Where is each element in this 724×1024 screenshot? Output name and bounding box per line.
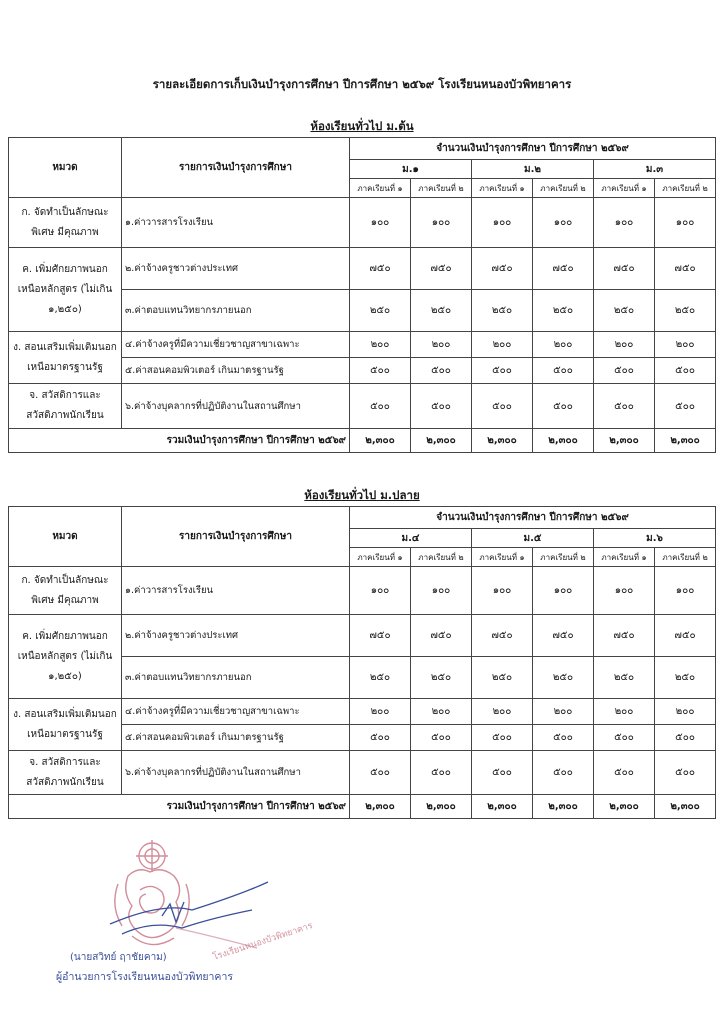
header-amount: จำนวนเงินบำรุงการศึกษา ปีการศึกษา ๒๕๖๙ — [350, 138, 716, 160]
amount-cell: ๑๐๐ — [594, 198, 655, 248]
item-cell: ๖.ค่าจ้างบุคลากรที่ปฏิบัติงานในสถานศึกษา — [122, 384, 350, 429]
amount-cell: ๒๕๐ — [533, 290, 594, 332]
amount-cell: ๒๕๐ — [594, 290, 655, 332]
header-item: รายการเงินบำรุงการศึกษา — [122, 138, 350, 198]
item-cell: ๑.ค่าวารสารโรงเรียน — [122, 198, 350, 248]
category-cell: จ. สวัสดิการและสวัสดิภาพนักเรียน — [9, 384, 122, 429]
item-cell: ๓.ค่าตอบแทนวิทยากรภายนอก — [122, 657, 350, 699]
amount-cell: ๒๐๐ — [411, 332, 472, 358]
amount-cell: ๒๐๐ — [594, 332, 655, 358]
amount-cell: ๒๐๐ — [350, 332, 411, 358]
header-term: ภาคเรียนที่ ๒ — [655, 179, 716, 198]
section-title-lower-secondary: ห้องเรียนทั่วไป ม.ต้น — [310, 119, 414, 133]
amount-cell: ๗๕๐ — [472, 615, 533, 657]
amount-cell: ๗๕๐ — [472, 248, 533, 290]
header-grade: ม.๔ — [350, 529, 472, 548]
amount-cell: ๒๕๐ — [655, 657, 716, 699]
category-cell: ค. เพิ่มศักยภาพนอกเหนือหลักสูตร (ไม่เกิน ๑,๒๕๐) — [9, 615, 122, 699]
amount-cell: ๗๕๐ — [350, 615, 411, 657]
amount-cell: ๑๐๐ — [411, 198, 472, 248]
amount-cell: ๗๕๐ — [594, 615, 655, 657]
total-cell: ๒,๓๐๐ — [350, 795, 411, 819]
amount-cell: ๕๐๐ — [655, 751, 716, 795]
category-cell: ง. สอนเสริมเพิ่มเติมนอกเหนือมาตรฐานรัฐ — [9, 332, 122, 384]
amount-cell: ๑๐๐ — [533, 198, 594, 248]
amount-cell: ๒๐๐ — [533, 699, 594, 725]
item-cell: ๖.ค่าจ้างบุคลากรที่ปฏิบัติงานในสถานศึกษา — [122, 751, 350, 795]
item-cell: ๒.ค่าจ้างครูชาวต่างประเทศ — [122, 248, 350, 290]
amount-cell: ๒๕๐ — [533, 657, 594, 699]
amount-cell: ๕๐๐ — [350, 751, 411, 795]
item-cell: ๓.ค่าตอบแทนวิทยากรภายนอก — [122, 290, 350, 332]
header-term: ภาคเรียนที่ ๑ — [350, 548, 411, 567]
amount-cell: ๑๐๐ — [594, 567, 655, 615]
amount-cell: ๗๕๐ — [533, 615, 594, 657]
total-row — [9, 795, 716, 819]
amount-cell: ๒๕๐ — [411, 290, 472, 332]
total-cell: ๒,๓๐๐ — [533, 429, 594, 453]
amount-cell: ๒๐๐ — [655, 332, 716, 358]
amount-cell: ๕๐๐ — [411, 384, 472, 429]
amount-cell: ๒๕๐ — [594, 657, 655, 699]
total-cell: ๒,๓๐๐ — [472, 429, 533, 453]
total-cell: ๒,๓๐๐ — [594, 795, 655, 819]
amount-cell: ๒๐๐ — [411, 699, 472, 725]
amount-cell: ๕๐๐ — [350, 725, 411, 751]
amount-cell: ๒๐๐ — [594, 699, 655, 725]
amount-cell: ๗๕๐ — [655, 615, 716, 657]
header-grade: ม.๕ — [472, 529, 594, 548]
total-label: รวมเงินบำรุงการศึกษา ปีการศึกษา ๒๕๖๙ — [9, 795, 350, 819]
header-term: ภาคเรียนที่ ๒ — [411, 548, 472, 567]
amount-cell: ๗๕๐ — [350, 248, 411, 290]
item-cell: ๔.ค่าจ้างครูที่มีความเชี่ยวชาญสาขาเฉพาะ — [122, 699, 350, 725]
amount-cell: ๗๕๐ — [411, 615, 472, 657]
header-term: ภาคเรียนที่ ๑ — [350, 179, 411, 198]
amount-cell: ๑๐๐ — [472, 198, 533, 248]
total-cell: ๒,๓๐๐ — [472, 795, 533, 819]
amount-cell: ๒๕๐ — [350, 290, 411, 332]
total-cell: ๒,๓๐๐ — [655, 795, 716, 819]
amount-cell: ๑๐๐ — [411, 567, 472, 615]
amount-cell: ๗๕๐ — [411, 248, 472, 290]
amount-cell: ๑๐๐ — [655, 198, 716, 248]
amount-cell: ๕๐๐ — [472, 384, 533, 429]
fee-table-upper-secondary — [8, 506, 716, 819]
amount-cell: ๕๐๐ — [533, 358, 594, 384]
amount-cell: ๗๕๐ — [533, 248, 594, 290]
total-cell: ๒,๓๐๐ — [411, 429, 472, 453]
amount-cell: ๑๐๐ — [533, 567, 594, 615]
item-cell: ๔.ค่าจ้างครูที่มีความเชี่ยวชาญสาขาเฉพาะ — [122, 332, 350, 358]
total-cell: ๒,๓๐๐ — [533, 795, 594, 819]
section-title-upper-secondary: ห้องเรียนทั่วไป ม.ปลาย — [304, 488, 420, 502]
header-item: รายการเงินบำรุงการศึกษา — [122, 507, 350, 567]
amount-cell: ๕๐๐ — [350, 384, 411, 429]
signer-name: (นายสวิทย์ ฤาชัยคาม) — [70, 952, 167, 963]
page-title: รายละเอียดการเก็บเงินบำรุงการศึกษา ปีการศึกษา ๒๕๖๙ โรงเรียนหนองบัวพิทยาคาร — [152, 77, 572, 91]
table-row — [9, 615, 716, 657]
amount-cell: ๕๐๐ — [472, 358, 533, 384]
amount-cell: ๕๐๐ — [594, 751, 655, 795]
total-label: รวมเงินบำรุงการศึกษา ปีการศึกษา ๒๕๖๙ — [9, 429, 350, 453]
table-row — [9, 332, 716, 358]
total-cell: ๒,๓๐๐ — [655, 429, 716, 453]
amount-cell: ๑๐๐ — [350, 567, 411, 615]
table-row — [9, 751, 716, 795]
table-row — [9, 198, 716, 248]
amount-cell: ๕๐๐ — [594, 358, 655, 384]
amount-cell: ๕๐๐ — [655, 358, 716, 384]
header-term: ภาคเรียนที่ ๒ — [533, 548, 594, 567]
amount-cell: ๒๕๐ — [350, 657, 411, 699]
category-cell: ก. จัดทำเป็นลักษณะพิเศษ มีคุณภาพ — [9, 567, 122, 615]
item-cell: ๒.ค่าจ้างครูชาวต่างประเทศ — [122, 615, 350, 657]
amount-cell: ๕๐๐ — [533, 751, 594, 795]
total-cell: ๒,๓๐๐ — [594, 429, 655, 453]
category-cell: ค. เพิ่มศักยภาพนอกเหนือหลักสูตร (ไม่เกิน ๑,๒๕๐) — [9, 248, 122, 332]
seal-lettering: โรงเรียนหนองบัวพิทยาคาร — [211, 921, 314, 963]
amount-cell: ๕๐๐ — [411, 751, 472, 795]
header-term: ภาคเรียนที่ ๒ — [533, 179, 594, 198]
category-cell: จ. สวัสดิการและสวัสดิภาพนักเรียน — [9, 751, 122, 795]
header-grade: ม.๑ — [350, 160, 472, 179]
total-row — [9, 429, 716, 453]
table-row — [9, 567, 716, 615]
amount-cell: ๕๐๐ — [655, 725, 716, 751]
amount-cell: ๗๕๐ — [655, 248, 716, 290]
amount-cell: ๑๐๐ — [655, 567, 716, 615]
header-category: หมวด — [9, 138, 122, 198]
amount-cell: ๒๕๐ — [472, 290, 533, 332]
header-term: ภาคเรียนที่ ๑ — [472, 179, 533, 198]
amount-cell: ๕๐๐ — [594, 384, 655, 429]
amount-cell: ๒๐๐ — [350, 699, 411, 725]
header-term: ภาคเรียนที่ ๒ — [411, 179, 472, 198]
amount-cell: ๒๕๐ — [472, 657, 533, 699]
amount-cell: ๕๐๐ — [350, 358, 411, 384]
header-term: ภาคเรียนที่ ๑ — [594, 548, 655, 567]
item-cell: ๑.ค่าวารสารโรงเรียน — [122, 567, 350, 615]
header-term: ภาคเรียนที่ ๒ — [655, 548, 716, 567]
amount-cell: ๕๐๐ — [411, 725, 472, 751]
table-row — [9, 384, 716, 429]
header-grade: ม.๖ — [594, 529, 716, 548]
amount-cell: ๑๐๐ — [350, 198, 411, 248]
item-cell: ๕.ค่าสอนคอมพิวเตอร์ เกินมาตรฐานรัฐ — [122, 725, 350, 751]
header-category: หมวด — [9, 507, 122, 567]
header-term: ภาคเรียนที่ ๑ — [594, 179, 655, 198]
amount-cell: ๕๐๐ — [472, 725, 533, 751]
amount-cell: ๕๐๐ — [533, 725, 594, 751]
header-grade: ม.๒ — [472, 160, 594, 179]
fee-table-lower-secondary — [8, 137, 716, 453]
item-cell: ๕.ค่าสอนคอมพิวเตอร์ เกินมาตรฐานรัฐ — [122, 358, 350, 384]
header-amount: จำนวนเงินบำรุงการศึกษา ปีการศึกษา ๒๕๖๙ — [350, 507, 716, 529]
table-row — [9, 699, 716, 725]
header-term: ภาคเรียนที่ ๑ — [472, 548, 533, 567]
category-cell: ง. สอนเสริมเพิ่มเติมนอกเหนือมาตรฐานรัฐ — [9, 699, 122, 751]
signer-position: ผู้อำนวยการโรงเรียนหนองบัวพิทยาคาร — [56, 971, 233, 983]
header-grade: ม.๓ — [594, 160, 716, 179]
amount-cell: ๕๐๐ — [655, 384, 716, 429]
amount-cell: ๒๐๐ — [472, 699, 533, 725]
amount-cell: ๒๐๐ — [655, 699, 716, 725]
amount-cell: ๗๕๐ — [594, 248, 655, 290]
amount-cell: ๕๐๐ — [472, 751, 533, 795]
amount-cell: ๒๐๐ — [533, 332, 594, 358]
amount-cell: ๒๕๐ — [411, 657, 472, 699]
amount-cell: ๕๐๐ — [594, 725, 655, 751]
total-cell: ๒,๓๐๐ — [350, 429, 411, 453]
category-cell: ก. จัดทำเป็นลักษณะพิเศษ มีคุณภาพ — [9, 198, 122, 248]
total-cell: ๒,๓๐๐ — [411, 795, 472, 819]
amount-cell: ๑๐๐ — [472, 567, 533, 615]
amount-cell: ๒๕๐ — [655, 290, 716, 332]
amount-cell: ๕๐๐ — [533, 384, 594, 429]
table-row — [9, 248, 716, 290]
amount-cell: ๒๐๐ — [472, 332, 533, 358]
amount-cell: ๕๐๐ — [411, 358, 472, 384]
